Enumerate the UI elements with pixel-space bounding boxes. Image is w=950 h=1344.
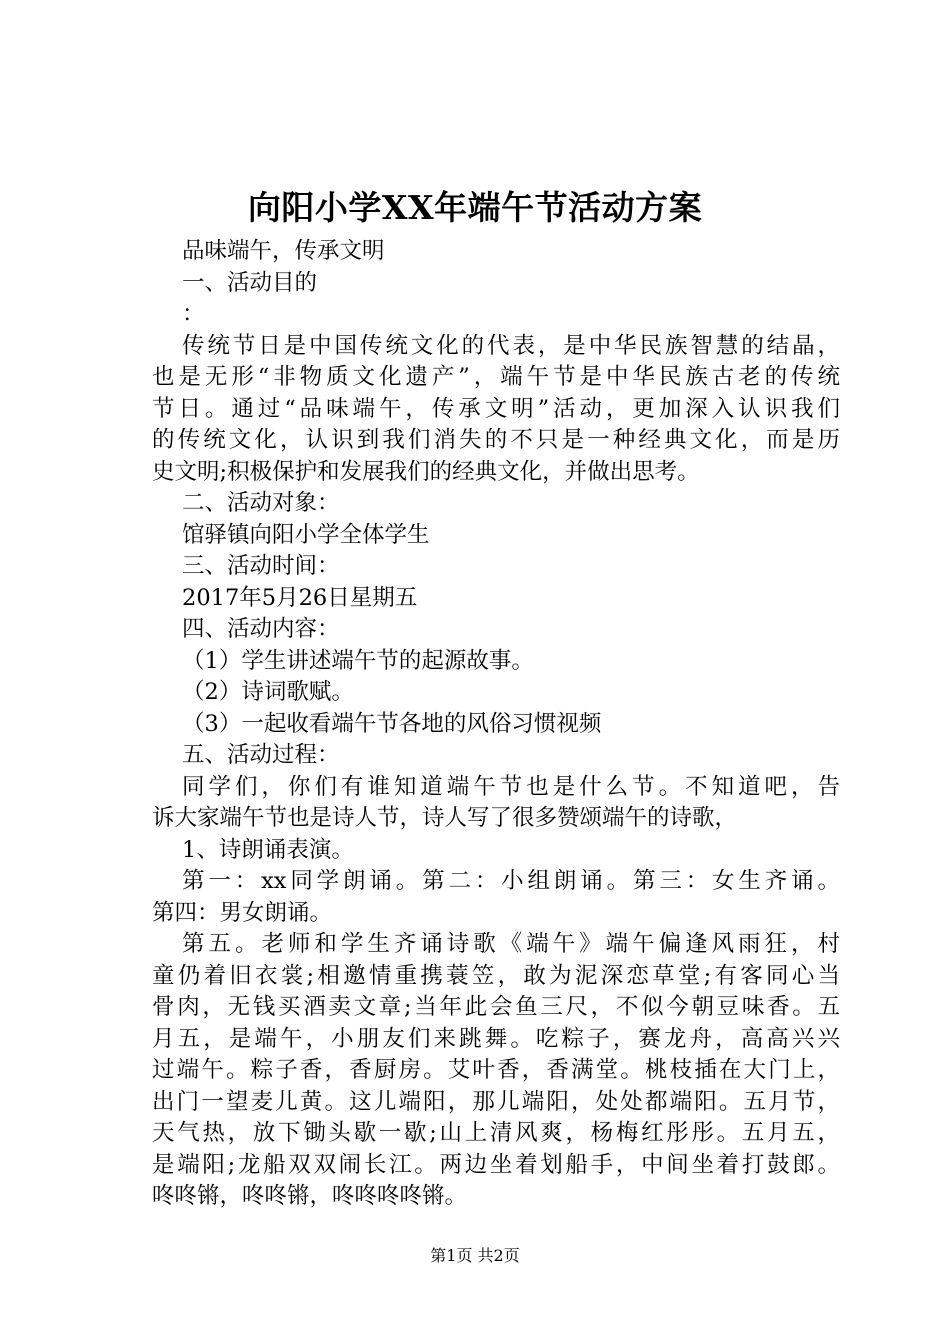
text-line: 1、诗朗诵表演。 [182, 836, 354, 863]
document-title: 向阳小学XX年端午节活动方案 [247, 188, 703, 227]
text-line: 传统节日是中国传统文化的代表，是中华民族智慧的结晶， [182, 332, 840, 359]
text-line: 月五，是端午，小朋友们来跳舞。吃粽子，赛龙舟，高高兴兴 [152, 1025, 840, 1052]
text-line: 的传统文化，认识到我们消失的不只是一种经典文化，而是历 [152, 427, 840, 453]
text-line: （3）一起收看端午节各地的风俗习惯视频 [182, 710, 602, 737]
text-line: 品味端午，传承文明 [182, 238, 385, 264]
text-line: 2017年5月26日星期五 [182, 584, 418, 611]
text-line: 童仍着旧衣裳;相邀情重携蓑笠，敢为泥深恋草堂;有客同心当 [152, 962, 840, 989]
text-line: 天气热，放下锄头歇一歇;山上清风爽，杨梅红彤彤。五月五， [152, 1120, 840, 1146]
text-line: 第四：男女朗诵。 [152, 899, 333, 926]
text-line: 过端午。粽子香，香厨房。艾叶香，香满堂。桃枝插在大门上， [152, 1057, 840, 1083]
text-line: 也是无形“非物质文化遗产”，端午节是中华民族古老的传统 [152, 364, 840, 390]
document-body [152, 236, 840, 1213]
text-line: 骨肉，无钱买酒卖文章;当年此会鱼三尺，不似今朝豆味香。五 [152, 994, 840, 1020]
text-line: 节日。通过“品味端午，传承文明”活动，更加深入认识我们 [152, 395, 840, 422]
text-line: 二、活动对象： [182, 490, 340, 516]
text-line: 史文明;积极保护和发展我们的经典文化，并做出思考。 [152, 458, 700, 485]
text-line: 出门一望麦儿黄。这儿端阳，那儿端阳，处处都端阳。五月节， [152, 1088, 840, 1115]
text-line: （2）诗词歌赋。 [182, 679, 354, 705]
text-line: 咚咚锵，咚咚锵，咚咚咚咚锵。 [152, 1183, 468, 1209]
text-line: 馆驿镇向阳小学全体学生 [182, 521, 430, 548]
text-line: 四、活动内容： [182, 616, 340, 642]
text-line: 三、活动时间： [182, 553, 340, 579]
text-line: 第一：xx同学朗诵。第二：小组朗诵。第三：女生齐诵。 [182, 868, 840, 894]
text-line: 同学们，你们有谁知道端午节也是什么节。不知道吧，告 [182, 773, 840, 800]
text-line: ： [182, 301, 205, 327]
page-footer: 第1页 共2页 [430, 1246, 520, 1265]
text-line: 一、活动目的 [182, 269, 318, 296]
text-line: 是端阳;龙船双双闹长江。两边坐着划船手，中间坐着打鼓郎。 [152, 1151, 840, 1178]
text-line: 第五。老师和学生齐诵诗歌《端午》端午偏逢风雨狂，村 [182, 931, 840, 957]
text-line: （1）学生讲述端午节的起源故事。 [182, 647, 534, 674]
text-line: 五、活动过程： [182, 742, 340, 768]
text-line: 诉大家端午节也是诗人节，诗人写了很多赞颂端午的诗歌， [152, 805, 738, 831]
